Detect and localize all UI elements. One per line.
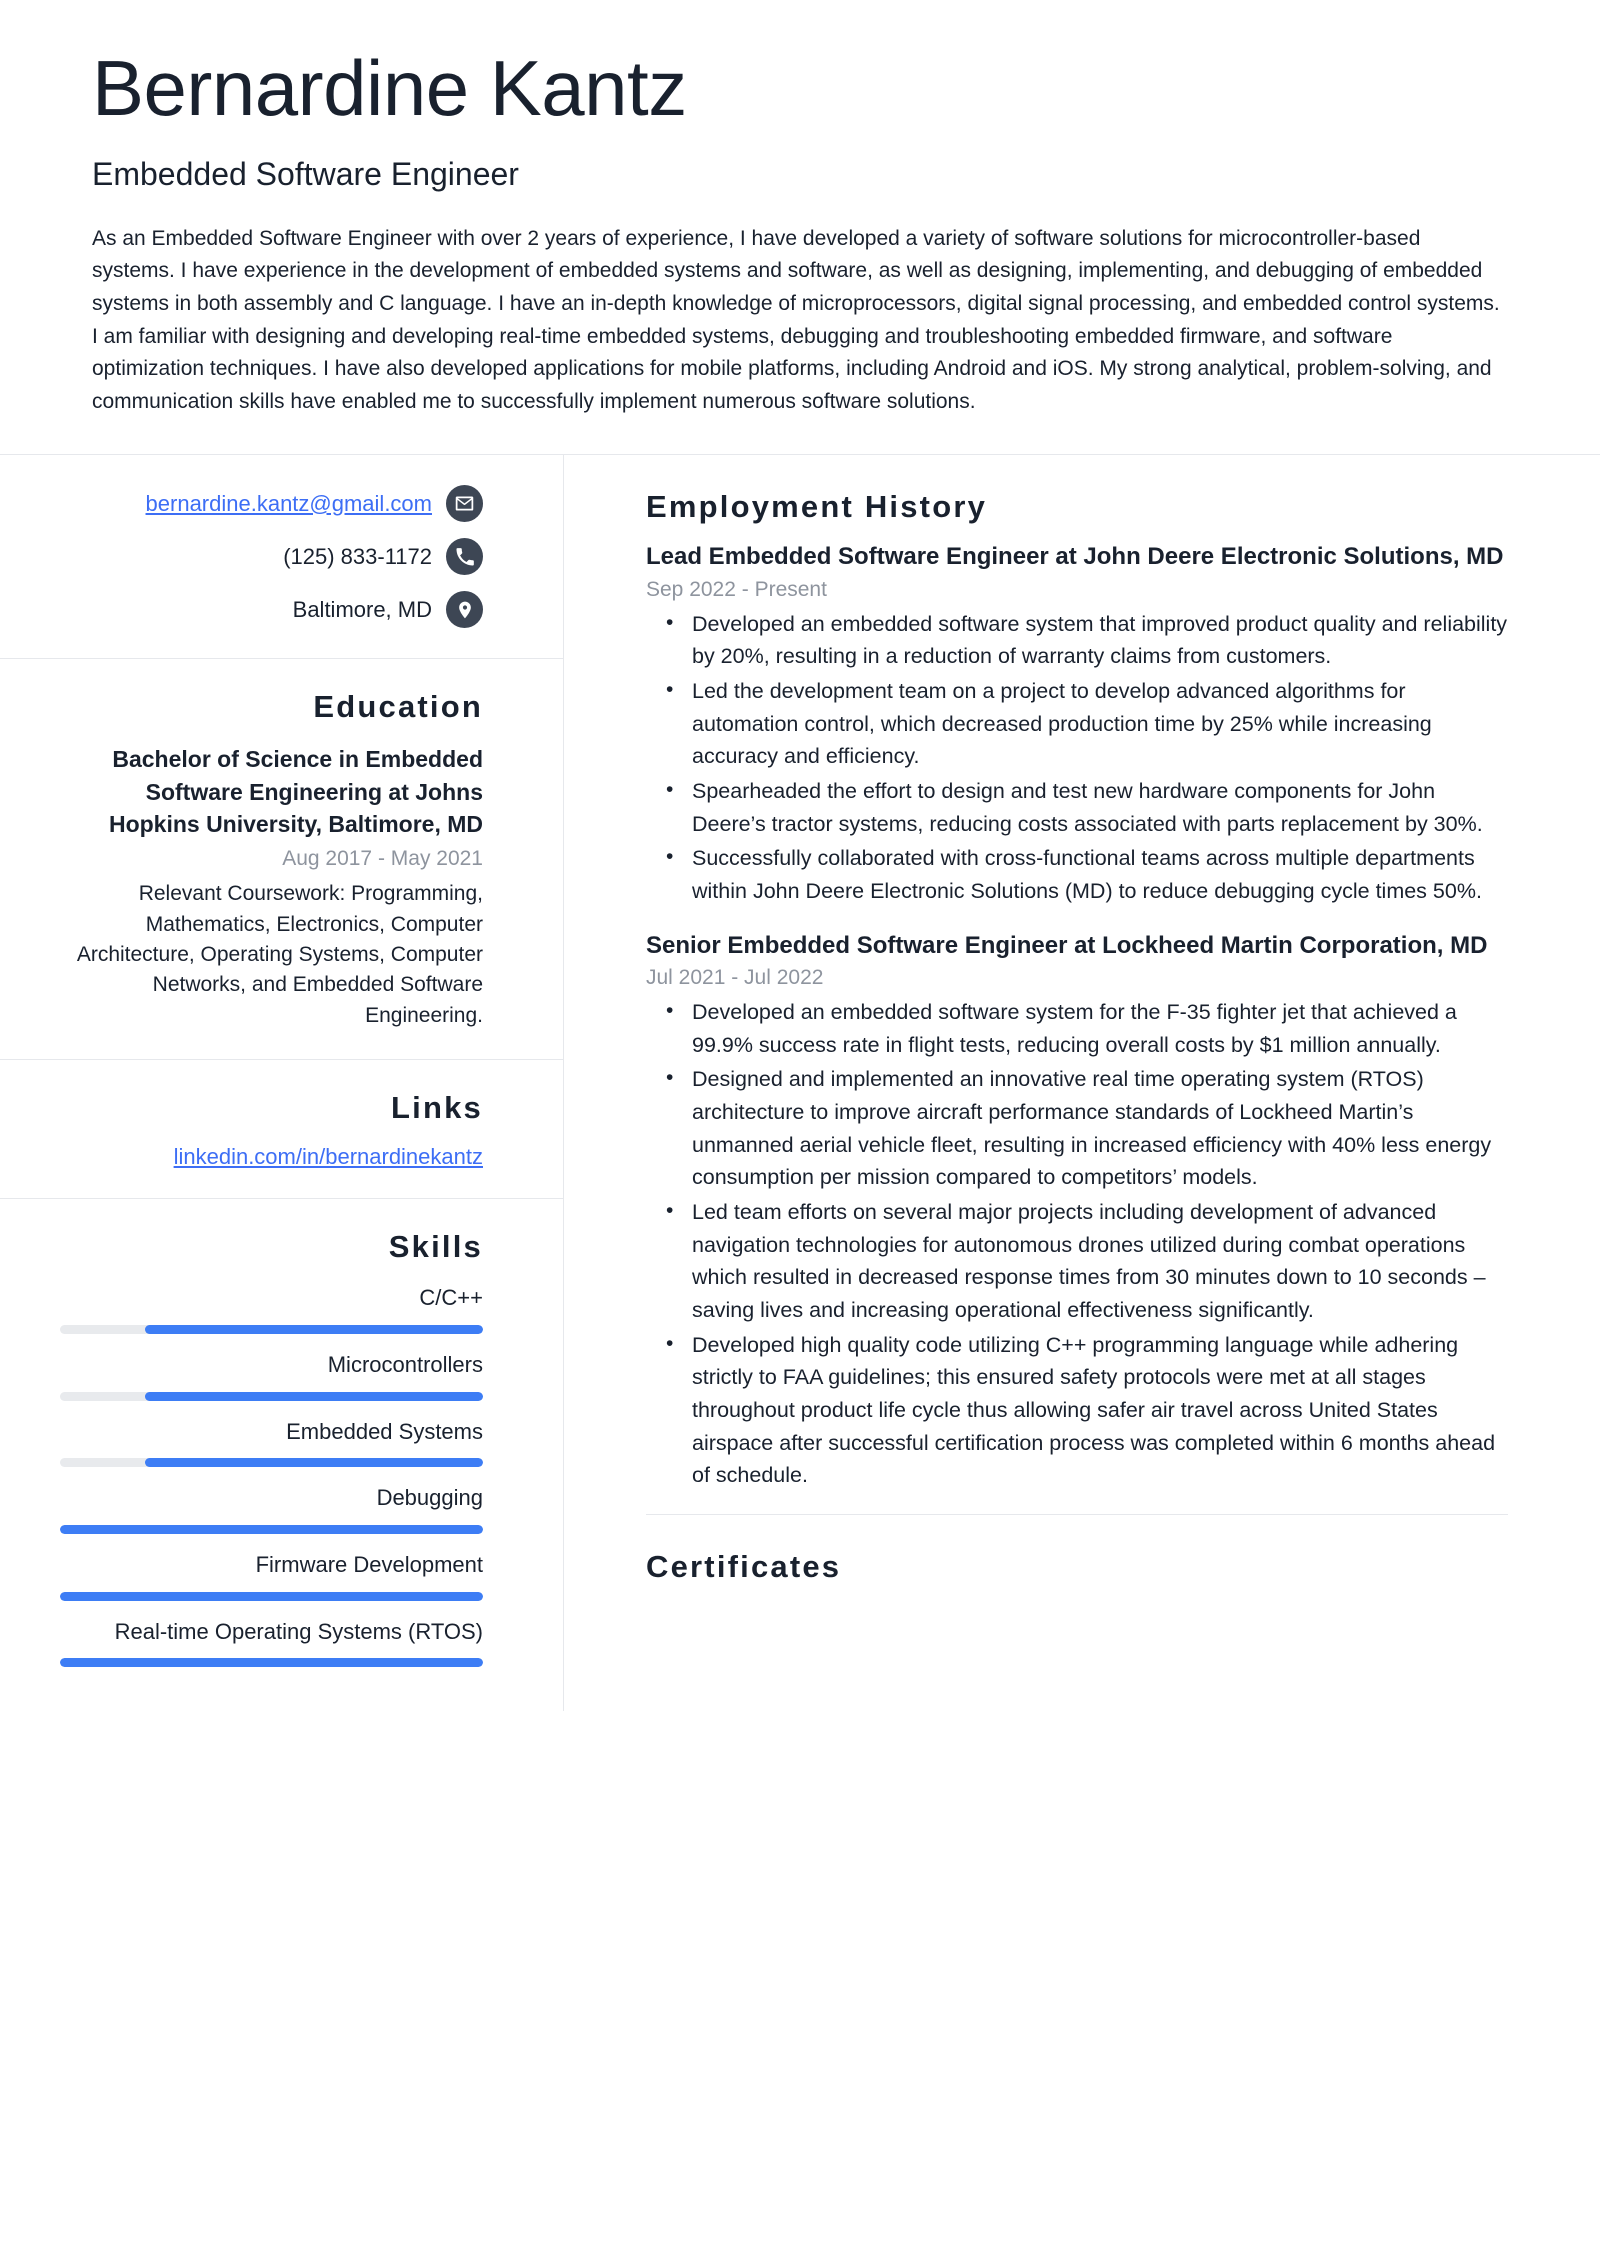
skill-level-bar	[60, 1525, 483, 1534]
skill-label: Embedded Systems	[286, 1418, 483, 1444]
phone-icon	[446, 538, 483, 575]
contact-row-email[interactable]	[60, 485, 483, 522]
skill-level-fill	[60, 1525, 483, 1534]
main-column	[564, 455, 1600, 1711]
employment-bullet: • Spearheaded the effort to design and test new hardware components for John Deere’s tractor systems, reducing costs associated with parts replacement by 30%.	[692, 775, 1508, 840]
candidate-job-title: Embedded Software Engineer	[92, 155, 519, 192]
employment-bullet: • Developed an embedded software system that improved product quality and reliability by 20%, resulting in a reduction of warranty claims from customers.	[692, 608, 1508, 673]
skill-level-bar	[60, 1325, 483, 1334]
employment-bullets	[646, 608, 1508, 908]
skills-section-title: Skills	[388, 1229, 483, 1265]
employment-entry	[646, 930, 1508, 1492]
education-degree: Bachelor of Science in Embedded Software Engineering at Johns Hopkins University, Baltimore, MD	[108, 746, 483, 838]
links-section-title: Links	[391, 1090, 483, 1126]
candidate-name: Bernardine Kantz	[92, 44, 687, 132]
phone-number: (125) 833-1172	[283, 543, 432, 569]
skill-item	[60, 1417, 483, 1468]
contact-row-phone	[60, 538, 483, 575]
skill-level-fill	[60, 1658, 483, 1667]
link-item-linkedin[interactable]: linkedin.com/in/bernardinekantz	[173, 1144, 483, 1170]
skill-label: Firmware Development	[255, 1552, 483, 1578]
skill-level-fill	[145, 1392, 483, 1401]
professional-summary: As an Embedded Software Engineer with over 2 years of experience, I have developed a variety of software solutions for microcontroller-based systems. I have experience in the development of embedded systems and software, as well as designing, implementing, and debugging of embedded systems in both assembly and C language. I have an in-depth knowledge of microprocessors, digital signal processing, and embedded control systems. I am familiar with designing and developing real-time embedded systems, debugging and troubleshooting embedded firmware, and software optimization techniques. I have also developed applications for mobile platforms, including Android and iOS. My strong analytical, problem-solving, and communication skills have enabled me to successfully implement numerous software solutions.	[92, 226, 1500, 413]
employment-list	[646, 541, 1508, 1492]
map-pin-icon	[446, 591, 483, 628]
envelope-icon	[446, 485, 483, 522]
employment-date: Sep 2022 - Present	[646, 577, 827, 601]
skill-item	[60, 1283, 483, 1334]
skill-item	[60, 1550, 483, 1601]
employment-bullet: • Designed and implemented an innovative real time operating system (RTOS) architecture to improve aircraft performance standards of Lockheed Martin’s unmanned aerial vehicle fleet, resulting in increased efficiency with 40% less energy consumption per mission compared to competitors’ models.	[692, 1063, 1508, 1194]
skill-level-fill	[60, 1592, 483, 1601]
education-description: Relevant Coursework: Programming, Mathematics, Electronics, Computer Architecture, Operating Systems, Computer Networks, and Embedded Software Engineering.	[76, 882, 483, 1027]
employment-bullet: • Developed an embedded software system for the F-35 fighter jet that achieved a 99.9% success rate in flight tests, reducing overall costs by $1 million annually.	[692, 996, 1508, 1061]
employment-entry	[646, 541, 1508, 907]
employment-bullets	[646, 996, 1508, 1492]
employment-title: Senior Embedded Software Engineer at Lockheed Martin Corporation, MD	[646, 931, 1488, 959]
employment-date: Jul 2021 - Jul 2022	[646, 966, 824, 989]
employment-bullet: • Developed high quality code utilizing C++ programming language while adhering strictly to FAA guidelines; this ensured safety protocols were met at all stages throughout product life cycle thus allowing safer air travel across United States airspace after successful certification process was completed within 6 months ahead of schedule.	[692, 1329, 1508, 1492]
education-block	[0, 658, 563, 1059]
employment-divider	[646, 1514, 1508, 1515]
education-date: Aug 2017 - May 2021	[282, 847, 483, 871]
resume-body	[0, 455, 1600, 1711]
skill-level-bar	[60, 1392, 483, 1401]
skill-label: Debugging	[376, 1485, 483, 1511]
contact-details-block	[0, 455, 563, 658]
links-block	[0, 1059, 563, 1198]
skill-item	[60, 1617, 483, 1668]
email-link[interactable]: bernardine.kantz@gmail.com	[145, 490, 432, 516]
skill-level-fill	[145, 1325, 483, 1334]
resume-header	[0, 0, 1600, 418]
employment-bullet: • Led team efforts on several major projects including development of advanced navigation technologies for autonomous drones utilized during combat operations which resulted in decreased response times from 30 minutes down to 10 seconds – saving lives and increasing operational effectiveness significantly.	[692, 1196, 1508, 1327]
employment-section-title: Employment History	[646, 489, 988, 525]
skills-list	[60, 1283, 483, 1667]
skill-level-fill	[145, 1458, 483, 1467]
skill-level-bar	[60, 1592, 483, 1601]
skill-label: Real-time Operating Systems (RTOS)	[114, 1618, 483, 1644]
sidebar-column	[0, 455, 564, 1711]
skill-level-bar	[60, 1658, 483, 1667]
employment-bullet: • Successfully collaborated with cross-functional teams across multiple departments within John Deere Electronic Solutions (MD) to reduce debugging cycle times 50%.	[692, 842, 1508, 907]
skill-item	[60, 1483, 483, 1534]
education-section-title: Education	[313, 689, 483, 725]
certificates-section-title: Certificates	[646, 1549, 842, 1585]
skill-label: C/C++	[419, 1285, 483, 1311]
skill-label: Microcontrollers	[327, 1352, 483, 1378]
location-text: Baltimore, MD	[292, 596, 432, 622]
contact-row-location	[60, 591, 483, 628]
employment-bullet: • Led the development team on a project to develop advanced algorithms for automation control, which decreased production time by 25% while increasing accuracy and efficiency.	[692, 675, 1508, 773]
skill-item	[60, 1350, 483, 1401]
employment-title: Lead Embedded Software Engineer at John Deere Electronic Solutions, MD	[646, 543, 1504, 571]
skills-block	[0, 1198, 563, 1711]
skill-level-bar	[60, 1458, 483, 1467]
